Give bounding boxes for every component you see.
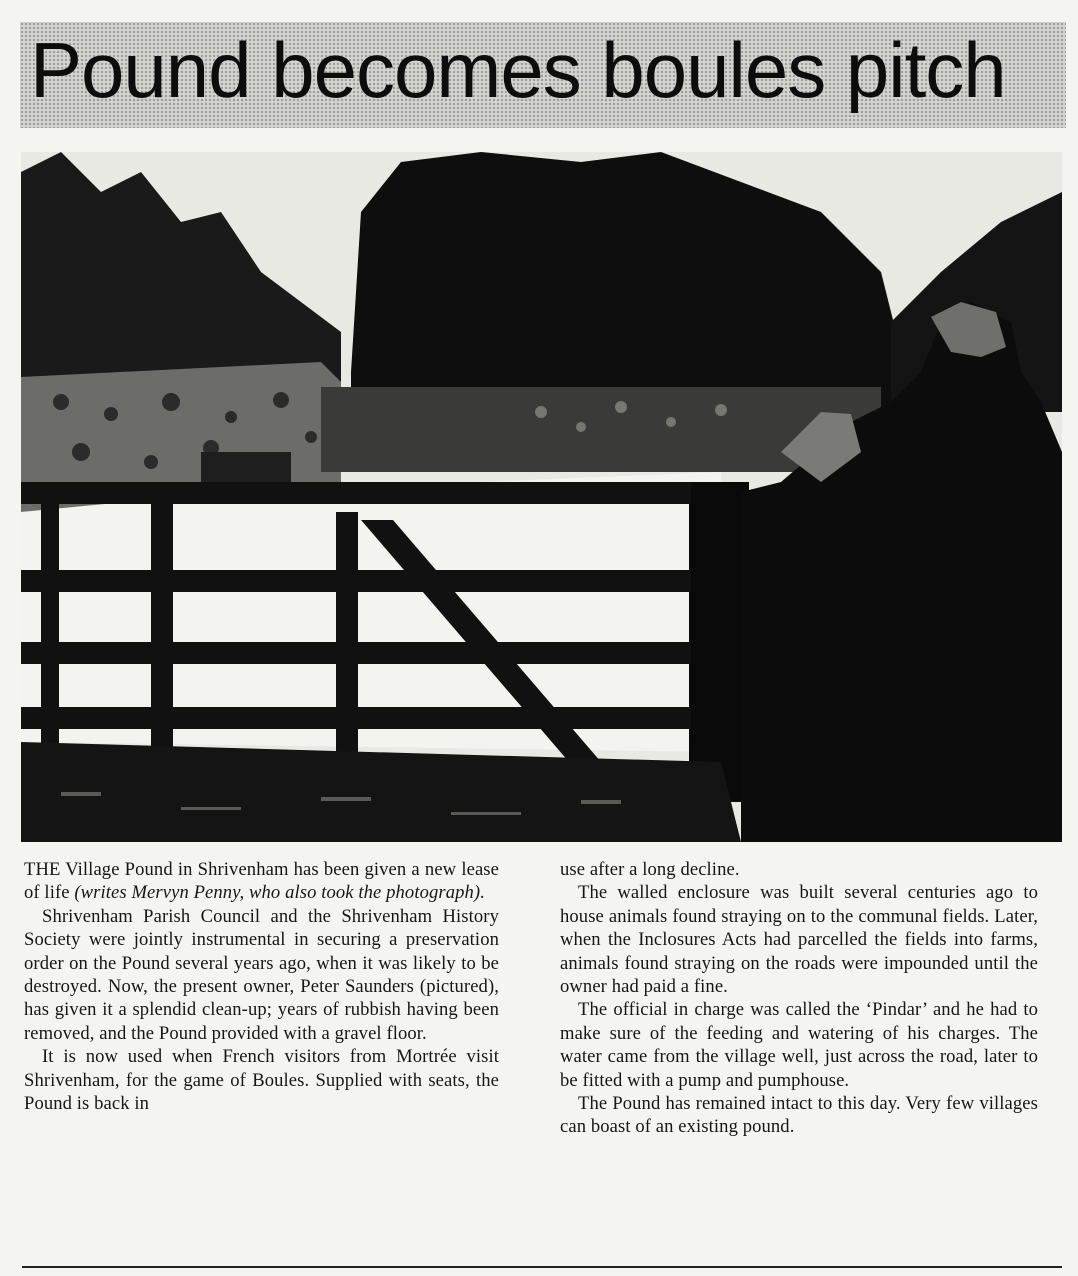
paragraph-2: Shrivenham Parish Council and the Shrivenham History Society were jointly instrumental in securing a preservation order on the Pound several years ago, when it was likely to be destroyed. Now, the present owner, Peter Saunders (pictured), has given it a splendid clean-up; years of rubbish having been removed, and the Pound provided with a gravel floor.	[24, 905, 499, 1044]
article-column-right	[560, 858, 1038, 1139]
paragraph-5: The official in charge was called the ‘Pindar’ and he had to make sure of the feeding and watering of his charges. The water came from the village well, just across the road, later to be fitted with a pump and pumphouse.	[560, 999, 1038, 1091]
paragraph-1-lead: THE Village Pound in Shrivenham has been given a new lease of life	[24, 859, 499, 904]
bottom-rule	[22, 1266, 1062, 1268]
paragraph-6: The Pound has remained intact to this day. Very few villages can boast of an existing pound.	[560, 1093, 1038, 1138]
article-photo	[21, 152, 1062, 842]
article-column-left	[24, 858, 499, 1115]
byline: (writes Mervyn Penny, who also took the photograph).	[74, 882, 485, 904]
paragraph-4: The walled enclosure was built several centuries ago to house animals found straying on to the communal fields. Later, when the Inclosures Acts had parcelled the fields into farms, animals found straying on the roads were impounded until the owner had paid a fine.	[560, 882, 1038, 998]
paragraph-3-continued: use after a long decline.	[560, 859, 740, 880]
paragraph-3: It is now used when French visitors from Mortrée visit Shrivenham, for the game of Boules. Supplied with seats, the Pound is back in	[24, 1046, 499, 1115]
paragraph-1	[24, 858, 499, 905]
headline: Pound becomes boules pitch	[30, 26, 1006, 114]
photo-illustration	[21, 152, 1062, 842]
